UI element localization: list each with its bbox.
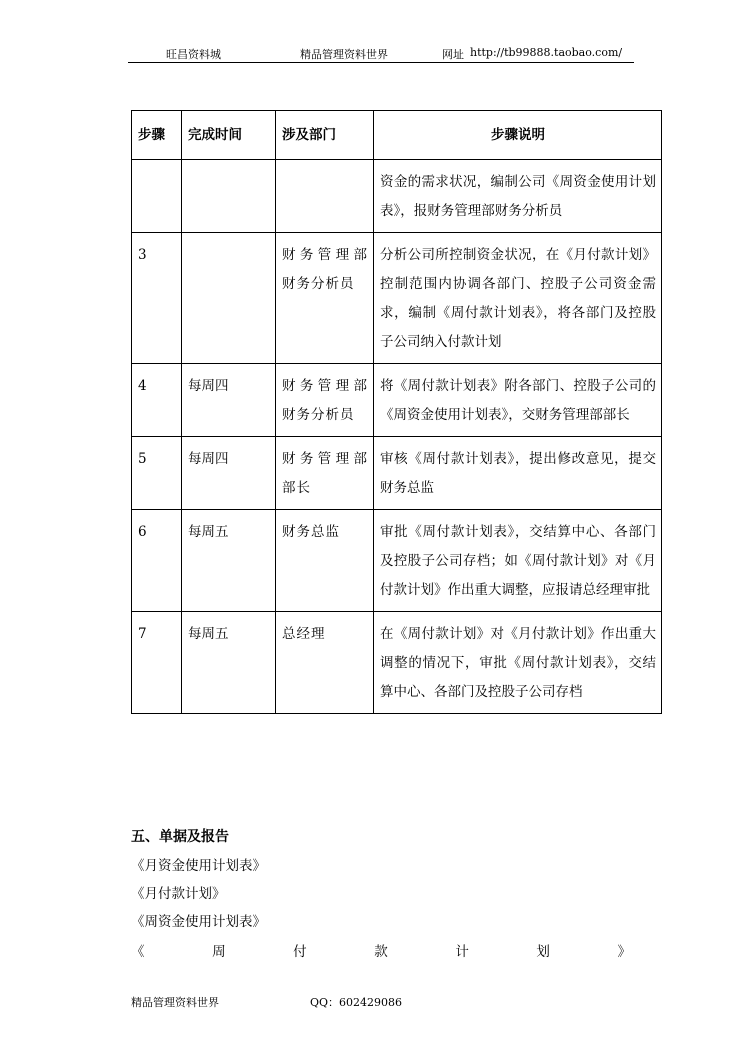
spread-char: 计 bbox=[455, 944, 469, 960]
cell-step bbox=[132, 160, 182, 233]
table-row bbox=[132, 510, 662, 612]
cell-desc: 审核《周付款计划表》，提出修改意见，提交财务总监 bbox=[374, 437, 662, 510]
footer-qq-text: QQ：602429086 bbox=[310, 996, 403, 1009]
section-title: 五、单据及报告 bbox=[131, 829, 229, 845]
column-header-dept: 涉及部门 bbox=[276, 111, 374, 160]
list-item: 《周资金使用计划表》 bbox=[131, 914, 266, 930]
table-header-row bbox=[132, 111, 662, 160]
procedure-table bbox=[131, 110, 662, 714]
cell-desc: 分析公司所控制资金状况，在《月付款计划》控制范围内协调各部门、控股子公司资金需求，编制《周付款计划表》，将各部门及控股子公司纳入付款计划 bbox=[374, 233, 662, 364]
spread-char: 》 bbox=[617, 944, 631, 960]
cell-step: 4 bbox=[132, 364, 182, 437]
table-row bbox=[132, 364, 662, 437]
cell-desc: 在《周付款计划》对《月付款计划》作出重大调整的情况下，审批《周付款计划表》，交结算中心、各部门及控股子公司存档 bbox=[374, 612, 662, 714]
spread-char: 款 bbox=[374, 944, 388, 960]
cell-dept: 财务管理部财务分析员 bbox=[276, 364, 374, 437]
cell-time: 每周四 bbox=[182, 437, 276, 510]
cell-time bbox=[182, 160, 276, 233]
cell-desc: 资金的需求状况，编制公司《周资金使用计划表》，报财务管理部财务分析员 bbox=[374, 160, 662, 233]
list-item: 《月资金使用计划表》 bbox=[131, 858, 266, 874]
cell-dept: 财务管理部部长 bbox=[276, 437, 374, 510]
cell-step: 5 bbox=[132, 437, 182, 510]
spread-char: 划 bbox=[536, 944, 550, 960]
cell-time: 每周四 bbox=[182, 364, 276, 437]
header-site-url: http://tb99888.taobao.com/ bbox=[470, 46, 623, 59]
column-header-step: 步骤 bbox=[132, 111, 182, 160]
page-header bbox=[128, 44, 634, 63]
cell-step: 6 bbox=[132, 510, 182, 612]
header-site-label: 网址 bbox=[442, 48, 464, 61]
spread-char: 周 bbox=[212, 944, 226, 960]
header-left-text: 旺昌资料城 bbox=[166, 48, 221, 61]
cell-dept: 财务总监 bbox=[276, 510, 374, 612]
cell-time bbox=[182, 233, 276, 364]
cell-step: 7 bbox=[132, 612, 182, 714]
cell-time: 每周五 bbox=[182, 612, 276, 714]
cell-dept bbox=[276, 160, 374, 233]
cell-desc: 将《周付款计划表》附各部门、控股子公司的《周资金使用计划表》，交财务管理部部长 bbox=[374, 364, 662, 437]
spread-char: 付 bbox=[293, 944, 307, 960]
table-row bbox=[132, 437, 662, 510]
cell-dept: 总经理 bbox=[276, 612, 374, 714]
cell-time: 每周五 bbox=[182, 510, 276, 612]
table-row bbox=[132, 612, 662, 714]
list-item: 《月付款计划》 bbox=[131, 886, 226, 902]
footer-left-text: 精品管理资料世界 bbox=[131, 996, 219, 1009]
document-list bbox=[131, 856, 266, 940]
table-row-continuation bbox=[132, 160, 662, 233]
cell-desc: 审批《周付款计划表》，交结算中心、各部门及控股子公司存档；如《周付款计划》对《月付款计划》作出重大调整，应报请总经理审批 bbox=[374, 510, 662, 612]
column-header-time: 完成时间 bbox=[182, 111, 276, 160]
table-row bbox=[132, 233, 662, 364]
header-center-text: 精品管理资料世界 bbox=[300, 48, 388, 61]
spread-char: 《 bbox=[131, 944, 145, 960]
cell-dept: 财务管理部财务分析员 bbox=[276, 233, 374, 364]
spread-list-item bbox=[131, 940, 631, 960]
cell-step: 3 bbox=[132, 233, 182, 364]
column-header-desc: 步骤说明 bbox=[374, 111, 662, 160]
